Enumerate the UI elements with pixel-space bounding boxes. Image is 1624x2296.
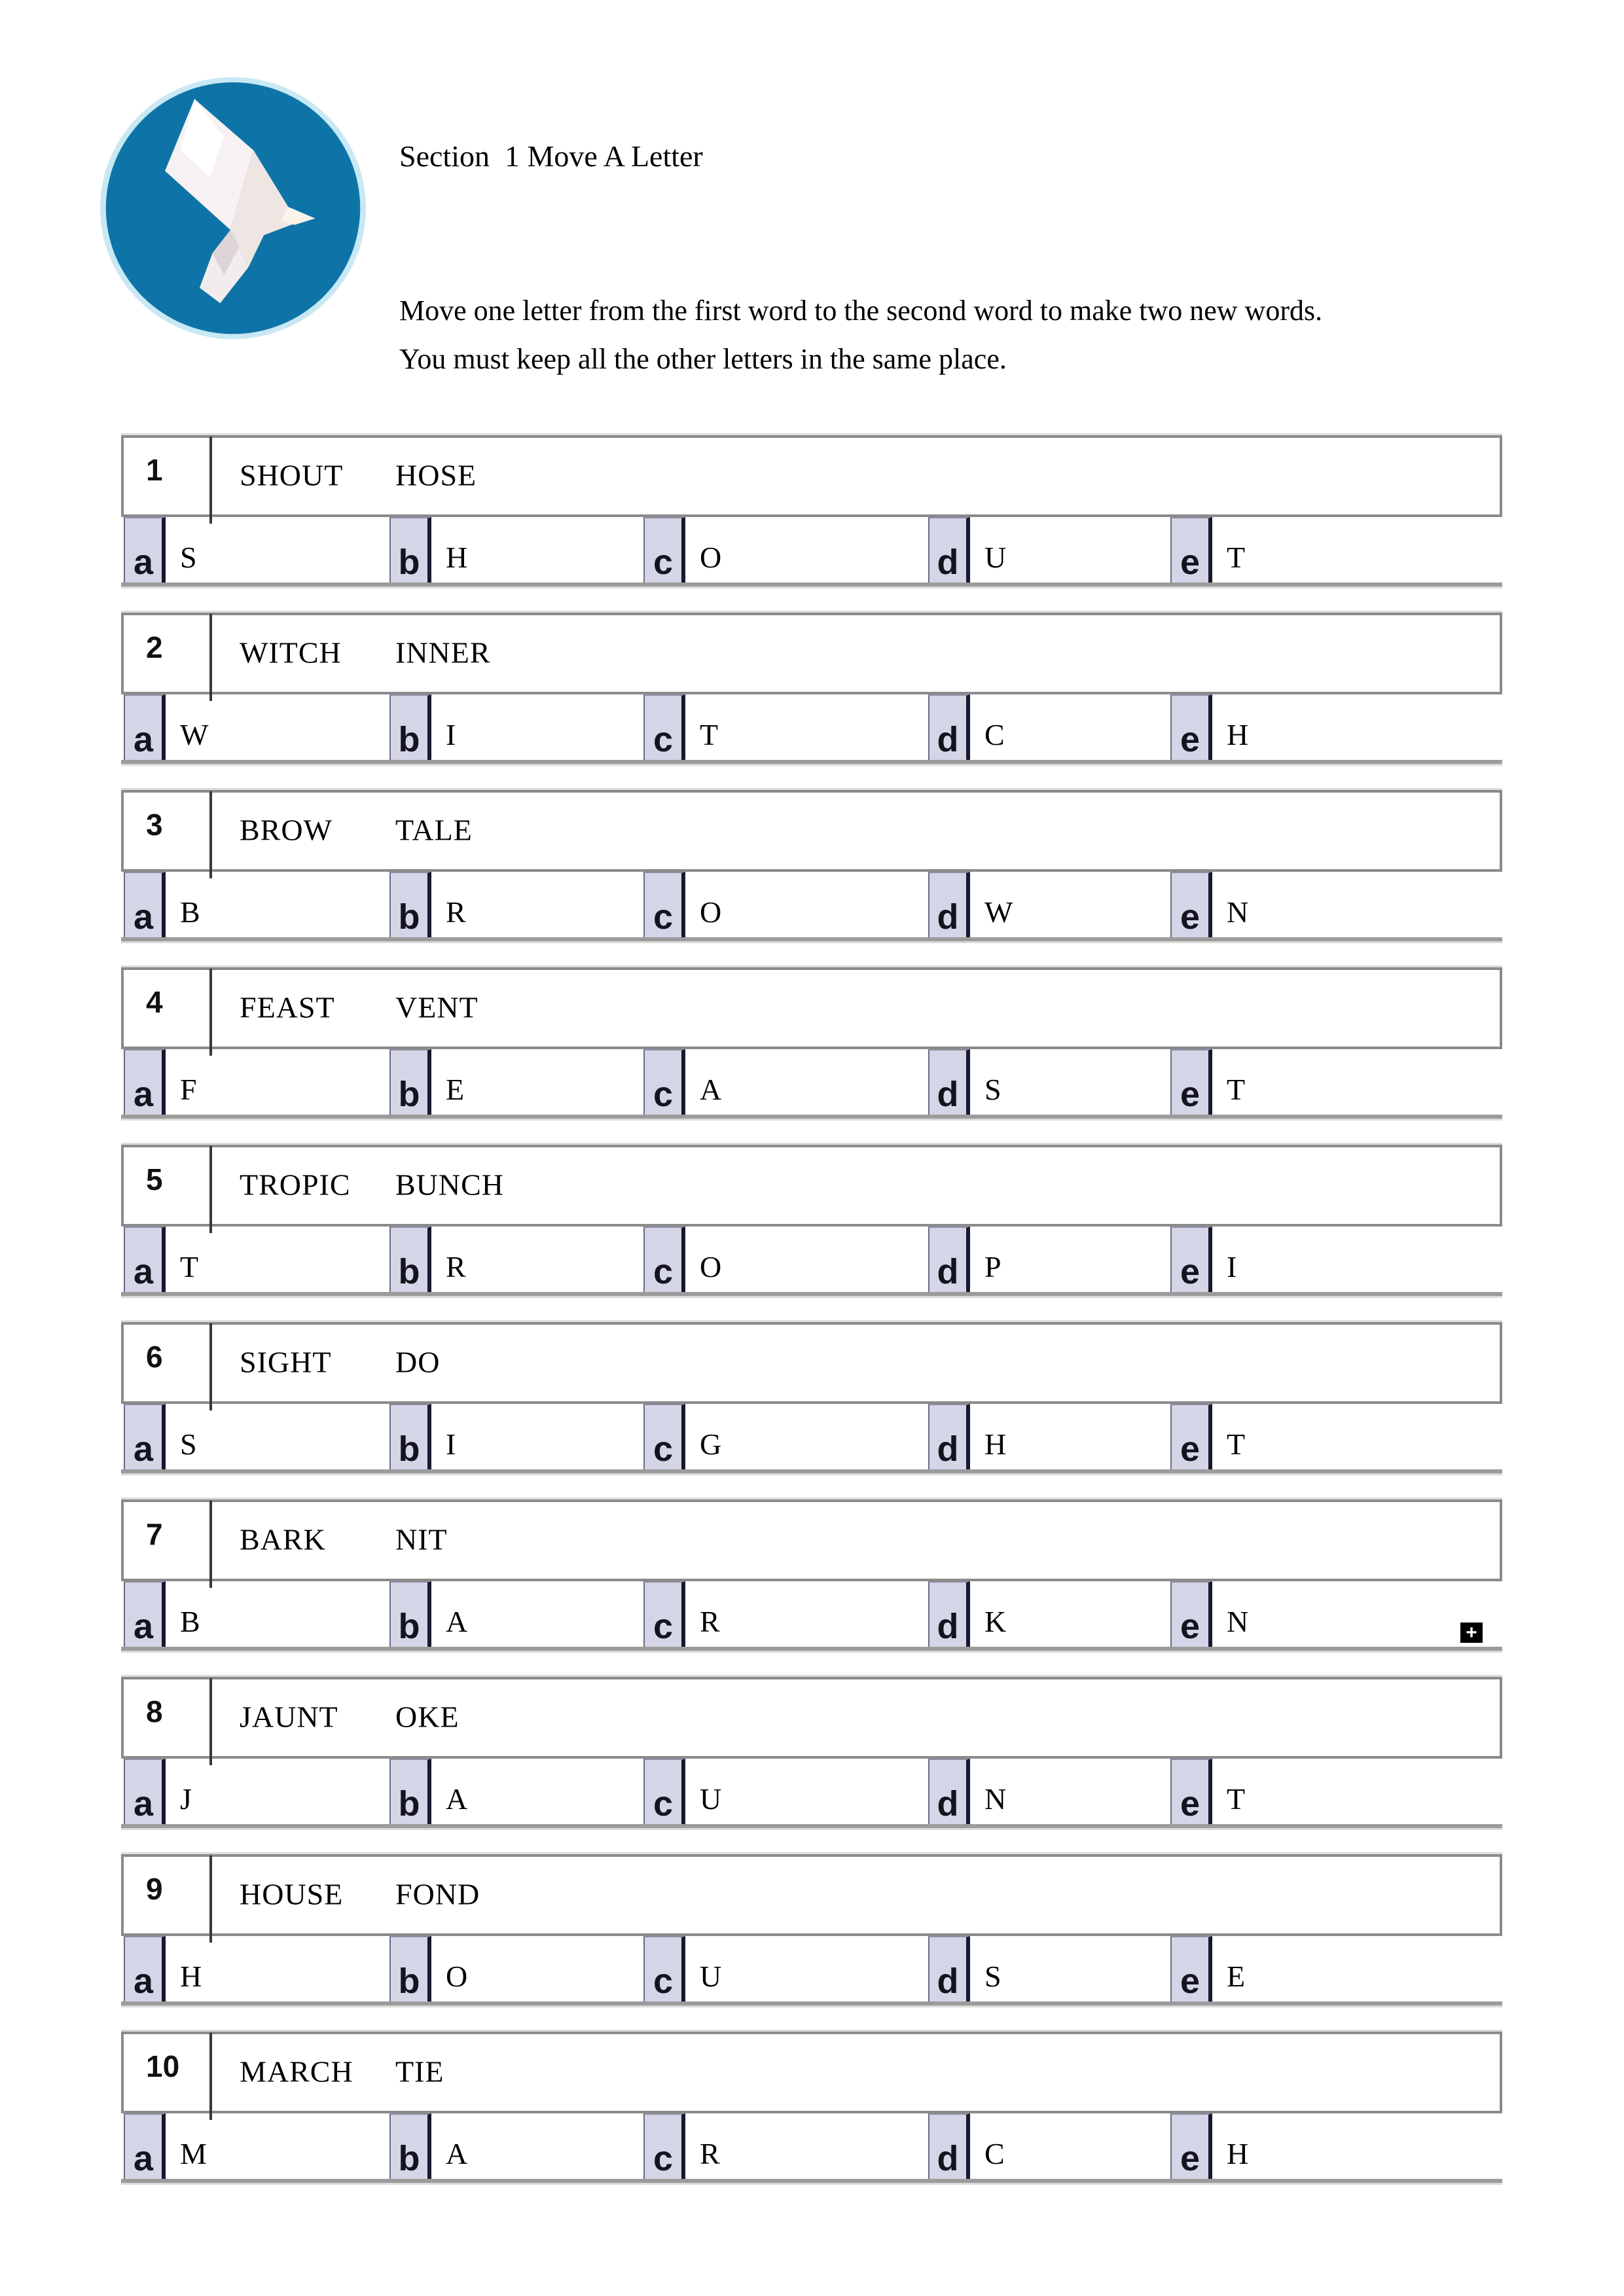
option-e-box bbox=[1170, 694, 1212, 760]
option-e-key: e bbox=[1180, 543, 1200, 582]
page-title: Section 1 Move A Letter bbox=[399, 139, 703, 173]
option-b-key: b bbox=[398, 1784, 420, 1823]
question-number-cell bbox=[124, 1502, 209, 1579]
option-d-key: d bbox=[937, 1429, 959, 1469]
question-number-cell bbox=[124, 1325, 209, 1401]
option-c bbox=[643, 1049, 722, 1115]
question-word-second: VENT bbox=[395, 990, 478, 1024]
question-word-first: BARK bbox=[240, 1522, 326, 1556]
question-row bbox=[121, 1677, 1502, 1827]
option-b bbox=[389, 1581, 468, 1647]
question-word-first: HOUSE bbox=[240, 1876, 344, 1910]
option-c bbox=[643, 694, 719, 760]
number-divider-line bbox=[209, 1678, 212, 1765]
question-number-cell bbox=[124, 1679, 209, 1756]
option-d-key: d bbox=[937, 1962, 959, 2001]
option-c-box bbox=[643, 872, 685, 937]
option-c bbox=[643, 2113, 720, 2179]
question-word-box bbox=[121, 1145, 1502, 1227]
question-word-second: TALE bbox=[395, 812, 473, 846]
option-a-key: a bbox=[133, 720, 154, 759]
option-e bbox=[1170, 694, 1249, 760]
option-d bbox=[928, 2113, 1005, 2179]
option-e bbox=[1170, 1227, 1237, 1292]
question-word-first: MARCH bbox=[240, 2054, 353, 2088]
answer-options-row bbox=[121, 1759, 1502, 1828]
question-number: 2 bbox=[146, 630, 163, 664]
instructions-line-1: Move one letter from the first word to the second word to make two new words. bbox=[399, 295, 1323, 327]
option-e-box bbox=[1170, 1936, 1212, 2001]
option-c bbox=[643, 1936, 722, 2001]
option-b-letter: I bbox=[446, 718, 456, 751]
option-b-letter: R bbox=[446, 895, 466, 929]
question-row bbox=[121, 1322, 1502, 1473]
option-b-box bbox=[389, 1049, 431, 1115]
question-row bbox=[121, 1854, 1502, 2005]
option-b-key: b bbox=[398, 1075, 420, 1114]
option-a bbox=[124, 1759, 192, 1824]
question-word-box bbox=[121, 1854, 1502, 1936]
question-word-first: JAUNT bbox=[240, 1699, 338, 1733]
option-d bbox=[928, 872, 1013, 937]
option-b-box bbox=[389, 1581, 431, 1647]
question-number-cell bbox=[124, 438, 209, 514]
option-a bbox=[124, 694, 209, 760]
option-c-letter: U bbox=[700, 1782, 722, 1816]
option-a-letter: T bbox=[180, 1250, 199, 1283]
question-word-box bbox=[121, 967, 1502, 1049]
number-divider-line bbox=[209, 1146, 212, 1233]
option-d-key: d bbox=[937, 1075, 959, 1114]
option-b-box bbox=[389, 1227, 431, 1292]
option-c-letter: T bbox=[700, 718, 719, 751]
question-word-first: SHOUT bbox=[240, 457, 344, 492]
option-e-letter: E bbox=[1227, 1960, 1246, 1993]
option-e-key: e bbox=[1180, 1252, 1200, 1291]
option-c-letter: R bbox=[700, 2137, 720, 2170]
answer-options-row bbox=[121, 1404, 1502, 1473]
option-d bbox=[928, 1227, 1001, 1292]
question-number: 5 bbox=[146, 1162, 163, 1196]
number-divider-line bbox=[209, 614, 212, 701]
option-a-letter: F bbox=[180, 1073, 197, 1106]
option-a-box bbox=[124, 2113, 166, 2179]
question-row bbox=[121, 1145, 1502, 1295]
question-row bbox=[121, 435, 1502, 586]
number-divider-line bbox=[209, 969, 212, 1056]
option-d-box bbox=[928, 517, 970, 583]
option-d-box bbox=[928, 1581, 970, 1647]
number-divider-line bbox=[209, 1323, 212, 1410]
option-b-key: b bbox=[398, 1607, 420, 1646]
option-c-box bbox=[643, 517, 685, 583]
option-d-box bbox=[928, 2113, 970, 2179]
option-c bbox=[643, 1404, 722, 1469]
option-b-box bbox=[389, 1759, 431, 1824]
option-b-key: b bbox=[398, 720, 420, 759]
option-c-key: c bbox=[653, 543, 674, 582]
question-word-second: TIE bbox=[395, 2054, 444, 2088]
option-a-box bbox=[124, 1581, 166, 1647]
question-word-first: FEAST bbox=[240, 990, 335, 1024]
option-c-box bbox=[643, 1404, 685, 1469]
option-c-key: c bbox=[653, 1962, 674, 2001]
option-c-box bbox=[643, 1936, 685, 2001]
option-d-box bbox=[928, 694, 970, 760]
instructions bbox=[399, 287, 1578, 384]
option-b-box bbox=[389, 1404, 431, 1469]
option-c-key: c bbox=[653, 1429, 674, 1469]
option-c-box bbox=[643, 694, 685, 760]
question-word-first: SIGHT bbox=[240, 1344, 332, 1378]
option-e-key: e bbox=[1180, 1607, 1200, 1646]
option-d bbox=[928, 517, 1007, 583]
option-a-key: a bbox=[133, 1075, 154, 1114]
option-a-letter: W bbox=[180, 718, 209, 751]
option-a bbox=[124, 1404, 197, 1469]
option-b-key: b bbox=[398, 897, 420, 937]
option-e-key: e bbox=[1180, 897, 1200, 937]
option-d bbox=[928, 1581, 1007, 1647]
question-word-second: BUNCH bbox=[395, 1167, 505, 1201]
option-c-box bbox=[643, 1581, 685, 1647]
option-b-box bbox=[389, 872, 431, 937]
option-a-key: a bbox=[133, 1429, 154, 1469]
option-b bbox=[389, 1759, 468, 1824]
option-b-key: b bbox=[398, 543, 420, 582]
option-a-key: a bbox=[133, 897, 154, 937]
option-e bbox=[1170, 872, 1249, 937]
option-d bbox=[928, 694, 1005, 760]
option-a-box bbox=[124, 1404, 166, 1469]
option-b-letter: R bbox=[446, 1250, 466, 1283]
question-row bbox=[121, 2032, 1502, 2182]
question-word-second: INNER bbox=[395, 635, 491, 669]
option-e-key: e bbox=[1180, 2139, 1200, 2178]
question-word-box bbox=[121, 1322, 1502, 1404]
answer-options-row bbox=[121, 2113, 1502, 2183]
option-a-box bbox=[124, 872, 166, 937]
option-e-letter: I bbox=[1227, 1250, 1237, 1283]
option-a-letter: S bbox=[180, 541, 197, 574]
option-e-box bbox=[1170, 1049, 1212, 1115]
question-word-second: DO bbox=[395, 1344, 441, 1378]
option-a-letter: B bbox=[180, 895, 200, 929]
question-row bbox=[121, 1499, 1502, 1650]
question-number: 8 bbox=[146, 1695, 163, 1729]
option-b-box bbox=[389, 517, 431, 583]
option-d-key: d bbox=[937, 720, 959, 759]
answer-options-row bbox=[121, 1049, 1502, 1119]
number-divider-line bbox=[209, 1856, 212, 1943]
question-word-box bbox=[121, 1499, 1502, 1581]
question-number: 1 bbox=[146, 453, 163, 487]
option-e-key: e bbox=[1180, 1075, 1200, 1114]
option-c-letter: O bbox=[700, 1250, 722, 1283]
question-word-box bbox=[121, 1677, 1502, 1759]
answer-options-row bbox=[121, 1936, 1502, 2005]
option-a bbox=[124, 1581, 200, 1647]
option-d-key: d bbox=[937, 543, 959, 582]
option-c-box bbox=[643, 1759, 685, 1824]
option-a bbox=[124, 1227, 199, 1292]
question-number: 3 bbox=[146, 808, 163, 842]
question-row bbox=[121, 790, 1502, 941]
question-number: 9 bbox=[146, 1872, 163, 1906]
option-e-letter: N bbox=[1227, 1605, 1249, 1638]
option-c-box bbox=[643, 1227, 685, 1292]
option-d-key: d bbox=[937, 1784, 959, 1823]
option-a-letter: H bbox=[180, 1960, 202, 1993]
option-b bbox=[389, 1227, 466, 1292]
option-a-letter: B bbox=[180, 1605, 200, 1638]
answer-options-row bbox=[121, 694, 1502, 764]
option-b bbox=[389, 694, 456, 760]
question-word-second: OKE bbox=[395, 1699, 460, 1733]
option-d bbox=[928, 1049, 1001, 1115]
option-c bbox=[643, 1759, 722, 1824]
option-e-key: e bbox=[1180, 720, 1200, 759]
expand-plus-icon[interactable]: + bbox=[1460, 1623, 1483, 1643]
option-b bbox=[389, 1936, 468, 2001]
question-word-first: TROPIC bbox=[240, 1167, 351, 1201]
option-c-letter: O bbox=[700, 541, 722, 574]
question-number: 10 bbox=[146, 2049, 180, 2083]
number-divider-line bbox=[209, 791, 212, 878]
option-b-key: b bbox=[398, 1429, 420, 1469]
option-e-letter: T bbox=[1227, 1427, 1246, 1461]
option-d-letter: S bbox=[984, 1960, 1001, 1993]
option-a-key: a bbox=[133, 2139, 154, 2178]
option-e-letter: H bbox=[1227, 718, 1249, 751]
option-d-box bbox=[928, 1049, 970, 1115]
option-b-letter: A bbox=[446, 1605, 468, 1638]
option-a bbox=[124, 872, 200, 937]
option-a bbox=[124, 517, 197, 583]
option-a-key: a bbox=[133, 1784, 154, 1823]
option-d-letter: W bbox=[984, 895, 1013, 929]
option-e-letter: T bbox=[1227, 1073, 1246, 1106]
option-a-key: a bbox=[133, 1962, 154, 2001]
option-c-key: c bbox=[653, 897, 674, 937]
option-b-box bbox=[389, 2113, 431, 2179]
option-c-key: c bbox=[653, 2139, 674, 2178]
option-c-key: c bbox=[653, 1075, 674, 1114]
option-c bbox=[643, 1227, 722, 1292]
question-word-box bbox=[121, 613, 1502, 694]
option-b-key: b bbox=[398, 1962, 420, 2001]
option-a-box bbox=[124, 1227, 166, 1292]
option-d-box bbox=[928, 1936, 970, 2001]
number-divider-line bbox=[209, 437, 212, 524]
option-d-letter: K bbox=[984, 1605, 1007, 1638]
number-divider-line bbox=[209, 1501, 212, 1588]
option-c-letter: R bbox=[700, 1605, 720, 1638]
option-c-letter: O bbox=[700, 895, 722, 929]
question-row bbox=[121, 967, 1502, 1118]
option-b-box bbox=[389, 1936, 431, 2001]
option-b-letter: I bbox=[446, 1427, 456, 1461]
option-e-letter: T bbox=[1227, 1782, 1246, 1816]
option-c-key: c bbox=[653, 1252, 674, 1291]
option-d-box bbox=[928, 1759, 970, 1824]
answer-options-row bbox=[121, 1581, 1502, 1651]
question-number-cell bbox=[124, 1857, 209, 1933]
option-d-letter: S bbox=[984, 1073, 1001, 1106]
question-number: 6 bbox=[146, 1340, 163, 1374]
option-e-box bbox=[1170, 517, 1212, 583]
option-a-box bbox=[124, 1049, 166, 1115]
option-a-letter: S bbox=[180, 1427, 197, 1461]
option-d-letter: H bbox=[984, 1427, 1007, 1461]
dove-logo-icon bbox=[97, 75, 369, 344]
option-b-letter: E bbox=[446, 1073, 465, 1106]
option-d-key: d bbox=[937, 897, 959, 937]
option-e bbox=[1170, 1759, 1246, 1824]
option-d bbox=[928, 1759, 1007, 1824]
option-b bbox=[389, 1404, 456, 1469]
option-b-letter: A bbox=[446, 2137, 468, 2170]
option-e-box bbox=[1170, 872, 1212, 937]
option-a-box bbox=[124, 1759, 166, 1824]
answer-options-row bbox=[121, 1227, 1502, 1296]
option-c-letter: U bbox=[700, 1960, 722, 1993]
question-number: 7 bbox=[146, 1517, 163, 1551]
option-e-box bbox=[1170, 1759, 1212, 1824]
option-b-letter: H bbox=[446, 541, 468, 574]
question-word-second: HOSE bbox=[395, 457, 477, 492]
option-a-key: a bbox=[133, 1607, 154, 1646]
option-b bbox=[389, 1049, 465, 1115]
question-word-box bbox=[121, 790, 1502, 872]
option-e-box bbox=[1170, 2113, 1212, 2179]
option-d-key: d bbox=[937, 1607, 959, 1646]
question-word-second: NIT bbox=[395, 1522, 448, 1556]
option-b bbox=[389, 872, 466, 937]
option-a-key: a bbox=[133, 1252, 154, 1291]
option-e bbox=[1170, 1936, 1246, 2001]
option-d-box bbox=[928, 1404, 970, 1469]
number-divider-line bbox=[209, 2033, 212, 2120]
option-e bbox=[1170, 2113, 1249, 2179]
option-c-letter: A bbox=[700, 1073, 722, 1106]
option-e bbox=[1170, 1049, 1246, 1115]
option-a-letter: M bbox=[180, 2137, 207, 2170]
option-a-box bbox=[124, 517, 166, 583]
option-e-letter: N bbox=[1227, 895, 1249, 929]
question-number-cell bbox=[124, 615, 209, 692]
question-word-second: FOND bbox=[395, 1876, 480, 1910]
question-number-cell bbox=[124, 2034, 209, 2111]
instructions-line-2: You must keep all the other letters in the same place. bbox=[399, 343, 1007, 375]
option-d-letter: U bbox=[984, 541, 1007, 574]
question-word-first: WITCH bbox=[240, 635, 342, 669]
option-d bbox=[928, 1404, 1007, 1469]
option-e bbox=[1170, 1404, 1246, 1469]
option-c-box bbox=[643, 1049, 685, 1115]
question-row bbox=[121, 613, 1502, 763]
question-number-cell bbox=[124, 1147, 209, 1224]
option-a bbox=[124, 1049, 197, 1115]
option-c-key: c bbox=[653, 1607, 674, 1646]
option-c-letter: G bbox=[700, 1427, 722, 1461]
option-b bbox=[389, 2113, 468, 2179]
option-b-letter: O bbox=[446, 1960, 468, 1993]
question-word-box bbox=[121, 435, 1502, 517]
option-e-box bbox=[1170, 1404, 1212, 1469]
option-d-box bbox=[928, 872, 970, 937]
option-e-key: e bbox=[1180, 1962, 1200, 2001]
option-e-letter: T bbox=[1227, 541, 1246, 574]
option-d bbox=[928, 1936, 1001, 2001]
option-c bbox=[643, 872, 722, 937]
option-e-letter: H bbox=[1227, 2137, 1249, 2170]
answer-options-row bbox=[121, 517, 1502, 586]
option-b-key: b bbox=[398, 2139, 420, 2178]
option-d-key: d bbox=[937, 1252, 959, 1291]
option-d-key: d bbox=[937, 2139, 959, 2178]
option-e bbox=[1170, 517, 1246, 583]
option-e-box bbox=[1170, 1227, 1212, 1292]
option-b-key: b bbox=[398, 1252, 420, 1291]
option-a-letter: J bbox=[180, 1782, 192, 1816]
answer-options-row bbox=[121, 872, 1502, 941]
option-a-key: a bbox=[133, 543, 154, 582]
question-number-cell bbox=[124, 970, 209, 1047]
option-e-box bbox=[1170, 1581, 1212, 1647]
option-d-letter: C bbox=[984, 2137, 1005, 2170]
question-word-first: BROW bbox=[240, 812, 333, 846]
option-e bbox=[1170, 1581, 1249, 1647]
option-d-letter: N bbox=[984, 1782, 1007, 1816]
option-d-letter: P bbox=[984, 1250, 1001, 1283]
question-number: 4 bbox=[146, 985, 163, 1019]
option-a-box bbox=[124, 1936, 166, 2001]
option-b bbox=[389, 517, 468, 583]
question-number-cell bbox=[124, 793, 209, 869]
option-b-letter: A bbox=[446, 1782, 468, 1816]
option-c bbox=[643, 1581, 720, 1647]
option-a bbox=[124, 2113, 207, 2179]
option-c bbox=[643, 517, 722, 583]
option-a bbox=[124, 1936, 202, 2001]
option-c-key: c bbox=[653, 1784, 674, 1823]
option-d-box bbox=[928, 1227, 970, 1292]
option-e-key: e bbox=[1180, 1429, 1200, 1469]
option-a-box bbox=[124, 694, 166, 760]
option-c-box bbox=[643, 2113, 685, 2179]
option-e-key: e bbox=[1180, 1784, 1200, 1823]
option-b-box bbox=[389, 694, 431, 760]
option-c-key: c bbox=[653, 720, 674, 759]
option-d-letter: C bbox=[984, 718, 1005, 751]
question-word-box bbox=[121, 2032, 1502, 2113]
